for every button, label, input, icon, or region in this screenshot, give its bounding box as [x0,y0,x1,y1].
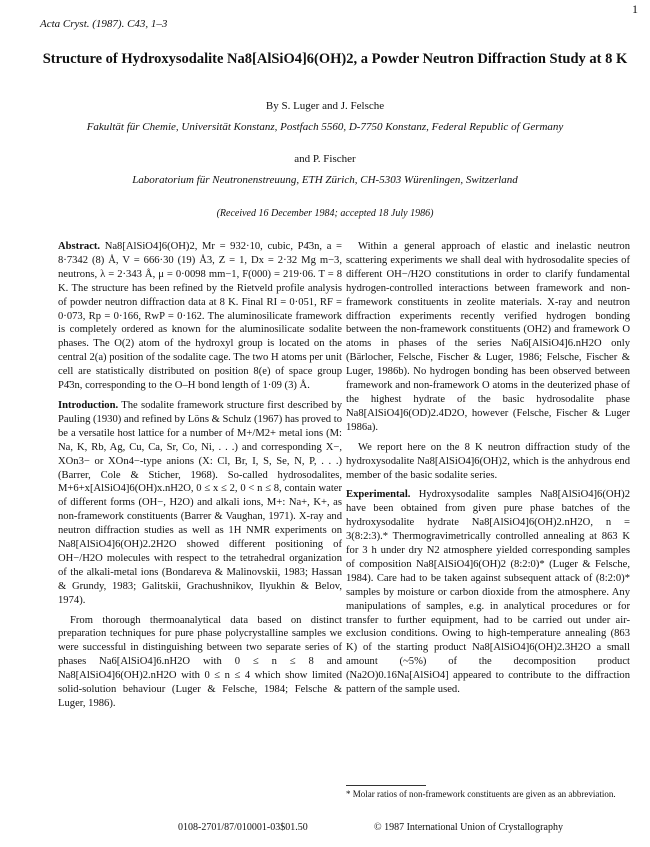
experimental-text: Hydroxysodalite samples Na8[AlSiO4]6(OH)2 have been obtained from given pure phase batches of the hydroxysodalite hydrate Na8[AlSiO4]6(OH)2.nH2O, n = 3(8:2:3).* Thermogravimetrically controlled annealing at 863 K for 3 h under dry N2 atmosphere yielded corresponding samples of composition Na8[AlSiO4]6(OH)2 (8:2:0)* (Luger & Felsche, 1984). Care had to be taken against subsequent attack of (8:2:0)* samples by moisture or carbon dioxide from the atmosphere. Any manipulations of samples, e.g. in analytical procedures or for transfer to further equipment, had to be carried out under air-exclusion conditions. Owing to high-temperature annealing (863 K) of the starting product Na8[AlSiO4]6(OH)2.3H2O a small amount (~5%) of the decomposition product (Na2O)0.16Na[AlSiO4] appeared to contribute to the diffraction pattern of the sample used. [346,489,630,696]
footnote-divider [346,785,426,786]
authors-line-1: By S. Luger and J. Felsche [265,100,385,112]
footnote: * Molar ratios of non-framework constituents are given as an abbreviation. [346,789,616,799]
introduction-paragraph [58,399,342,608]
introduction-paragraph-2: From thorough thermoanalytical data based on distinct preparation techniques for pure phase polycrystalline samples we were successful in distinguishing between two separate series of phases Na6[AlSiO4]6.nH2O with 0 ≤ n ≤ 8 and Na8[AlSiO4]6(OH)2.nH2O with 0 ≤ n ≤ 4 which show limited solid-solution behaviour (Luger & Felsche, 1984; Felsche & Luger, 1986). [58,614,342,709]
body-paragraph-2: We report here on the 8 K neutron diffraction study of the hydroxysodalite Na8[AlSiO4]6(OH)2, which is the anhydrous end member of the basic sodalite series. [346,441,630,481]
right-column [346,240,630,703]
abstract-paragraph [58,240,342,393]
affiliation-1: Fakultät für Chemie, Universität Konstanz, Postfach 5560, D-7750 Konstanz, Federal Republic of Germany [86,121,564,133]
introduction-text: The sodalite framework structure first described by Pauling (1930) and refined by Löns & Schulz (1967) has proved to be a versatile host lattice for a number of M+/M2+ metal ions (M: Na, K, Rb, Ag, Cu, Ca, Sr, Co, Ni, . . .) and corresponding X−, XOn3− or XOn4−-type anions (X: Cl, Br, I, S, Se, N, P, . . .) (Barrer, Cole & Sticher, 1968). So-called hydrosodalites, M+6+x[AlSiO4]6(OH)x.nH2O, 0 ≤ x ≤ 2, 0 < n ≤ 8, contain water of different forms (OH−, H2O) and alkali ions, M+: Na+, K+, as non-framework constituents (Barrer & Vaughan, 1971). X-ray and neutron diffraction studies as well as 1H NMR experiments on Na8[AlSiO4]6(OH)2.2H2O showed different positioning of OH−/H2O molecules with respect to the tetrahedral organization of the alkali-metal ions (Bondareva & Malinovskii, 1983; Hassan & Grundy, 1983; Galitskii, Grachushnikov, Ilyukhin & Belov, 1974). [58,399,342,606]
abstract-text: Na8[AlSiO4]6(OH)2, Mr = 932·10, cubic, P4̄3n, a = 8·7342 (8) Å, V = 666·30 (19) Å3, Z = 1, Dx = 2·32 Mg m−3, neutrons, λ = 2·343 Å, μ = 0·0098 mm−1, F(000) = 219·06. T = 8 K. The structure has been refined by the Rietveld profile analysis of powder neutron diffraction data at 8 K. Final RI = 0·051, RF = 0·073, Rp = 0·166, RwP = 0·162. The aluminosilicate framework is completely ordered as known for the aluminosilicate sodalite phases. The O(2) atom of the hydroxyl group is located on the central 2(a) position of the sodalite cage. The two H atoms per unit cell are statistically distributed on position 8(e) of space group P4̄3n, corresponding to the O–H bond length of 1·09 (3) Å. [58,241,342,392]
page-number: 1 [632,2,638,16]
authors-line-2: and P. Fischer [294,153,356,165]
footer-copyright: © 1987 International Union of Crystallography [374,822,563,833]
received-dates: (Received 16 December 1984; accepted 18 July 1986) [216,208,434,219]
journal-reference: Acta Cryst. (1987). C43, 1–3 [40,18,168,30]
paper-title: Structure of Hydroxysodalite Na8[AlSiO4]6(OH)2, a Powder Neutron Diffraction Study at 8 K [42,51,628,67]
abstract-heading: Abstract. [58,241,101,252]
left-column [58,240,342,717]
experimental-paragraph [346,488,630,697]
experimental-heading: Experimental. [346,489,411,501]
introduction-heading: Introduction. [58,399,119,411]
affiliation-2: Laboratorium für Neutronenstreuung, ETH Zürich, CH-5303 Würenlingen, Switzerland [132,174,518,186]
body-paragraph-1: Within a general approach of elastic and inelastic neutron scattering experiments we shall deal with hydrosodalite species of different OH−/H2O constitutions in order to clarify fundamental hydrogen-controlled interactions between framework and non-framework constituents in zeolite materials. X-ray and neutron diffraction experiments recently verified hydrogen bonding between the non-framework constituents (OH2) and framework O atoms in phases of the series Na6[AlSiO4]6.nH2O only (Bärlocher, Felsche, Fischer & Luger, 1986; Felsche, Fischer & Luger, 1986b). No hydrogen bonding has been observed between framework and non-framework O atoms in the deuterized phase of the highest hydrate of the basic hydrosodalite phase Na8[AlSiO4]6(OD)2.4D2O, however (Felsche, Fischer & Luger 1986a). [346,241,630,433]
footer-code: 0108-2701/87/010001-03$01.50 [178,822,308,833]
